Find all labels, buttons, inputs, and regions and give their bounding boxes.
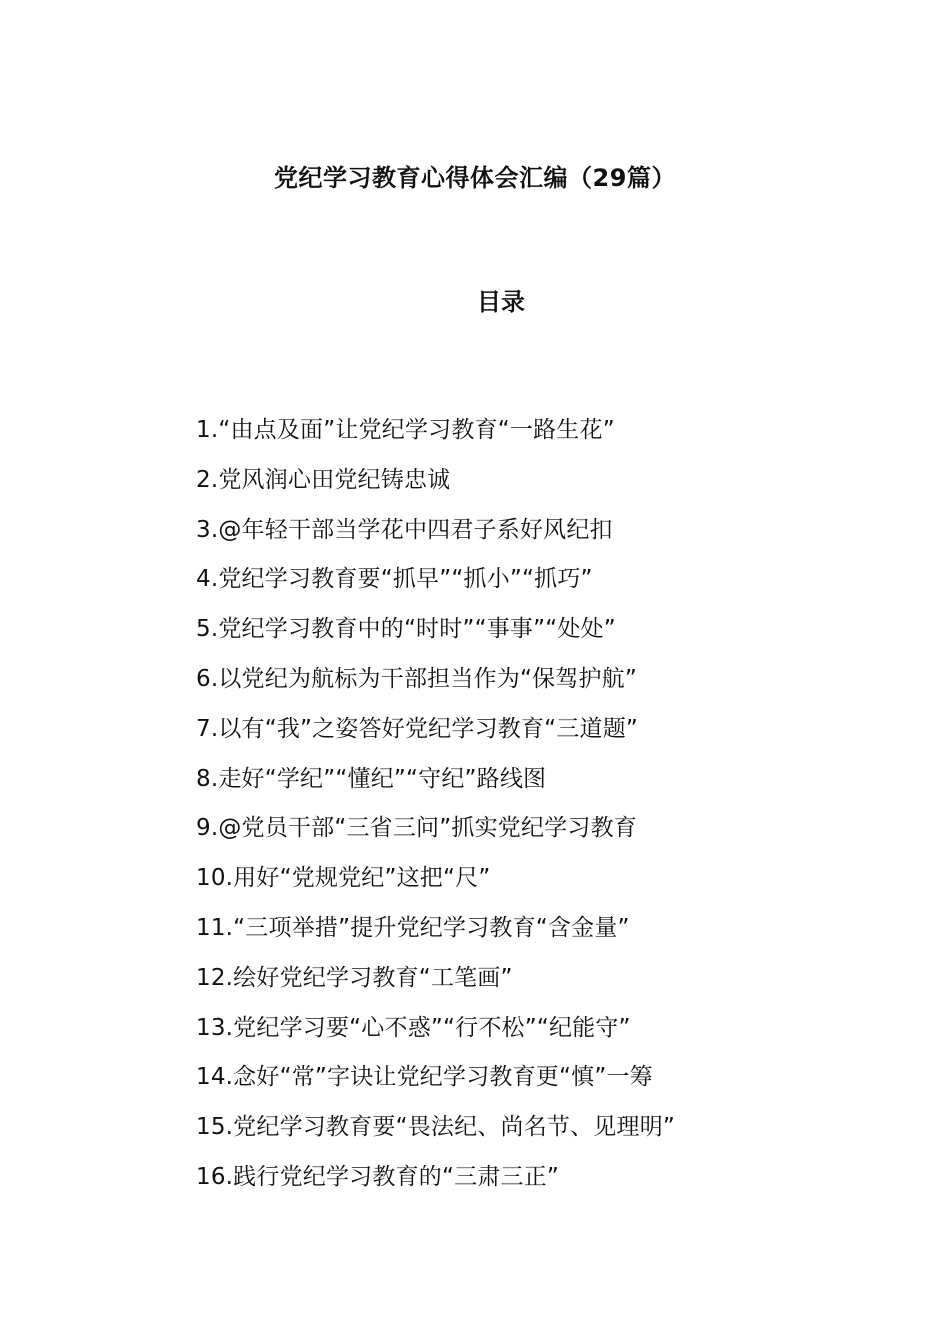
toc-item: 11.“三项举措”提升党纪学习教育“含金量” <box>196 914 630 941</box>
toc-item: 3.@年轻干部当学花中四君子系好风纪扣 <box>196 516 613 543</box>
table-of-contents <box>196 406 836 1203</box>
toc-item: 7.以有“我”之姿答好党纪学习教育“三道题” <box>196 715 639 742</box>
toc-item: 5.党纪学习教育中的“时时”“事事”“处处” <box>196 616 616 643</box>
toc-item: 16.践行党纪学习教育的“三肃三正” <box>196 1163 560 1190</box>
toc-item: 4.党纪学习教育要“抓早”“抓小”“抓巧” <box>196 566 593 593</box>
toc-item: 9.@党员干部“三省三问”抓实党纪学习教育 <box>196 815 637 842</box>
toc-item: 14.念好“常”字诀让党纪学习教育更“慎”一筹 <box>196 1064 653 1091</box>
toc-item: 2.党风润心田党纪铸忠诚 <box>196 466 451 493</box>
toc-item: 12.绘好党纪学习教育“工笔画” <box>196 964 513 991</box>
toc-item: 8.走好“学纪”“懂纪”“守纪”路线图 <box>196 765 547 792</box>
toc-item: 15.党纪学习教育要“畏法纪、尚名节、见理明” <box>196 1114 676 1141</box>
toc-item: 6.以党纪为航标为干部担当作为“保驾护航” <box>196 665 637 692</box>
toc-item: 13.党纪学习要“心不惑”“行不松”“纪能守” <box>196 1014 631 1041</box>
document-title: 党纪学习教育心得体会汇编（29篇） <box>274 164 676 192</box>
toc-item: 1.“由点及面”让党纪学习教育“一路生花” <box>196 417 615 443</box>
toc-item: 10.用好“党规党纪”这把“尺” <box>196 865 491 892</box>
toc-heading: 目录 <box>477 288 525 316</box>
